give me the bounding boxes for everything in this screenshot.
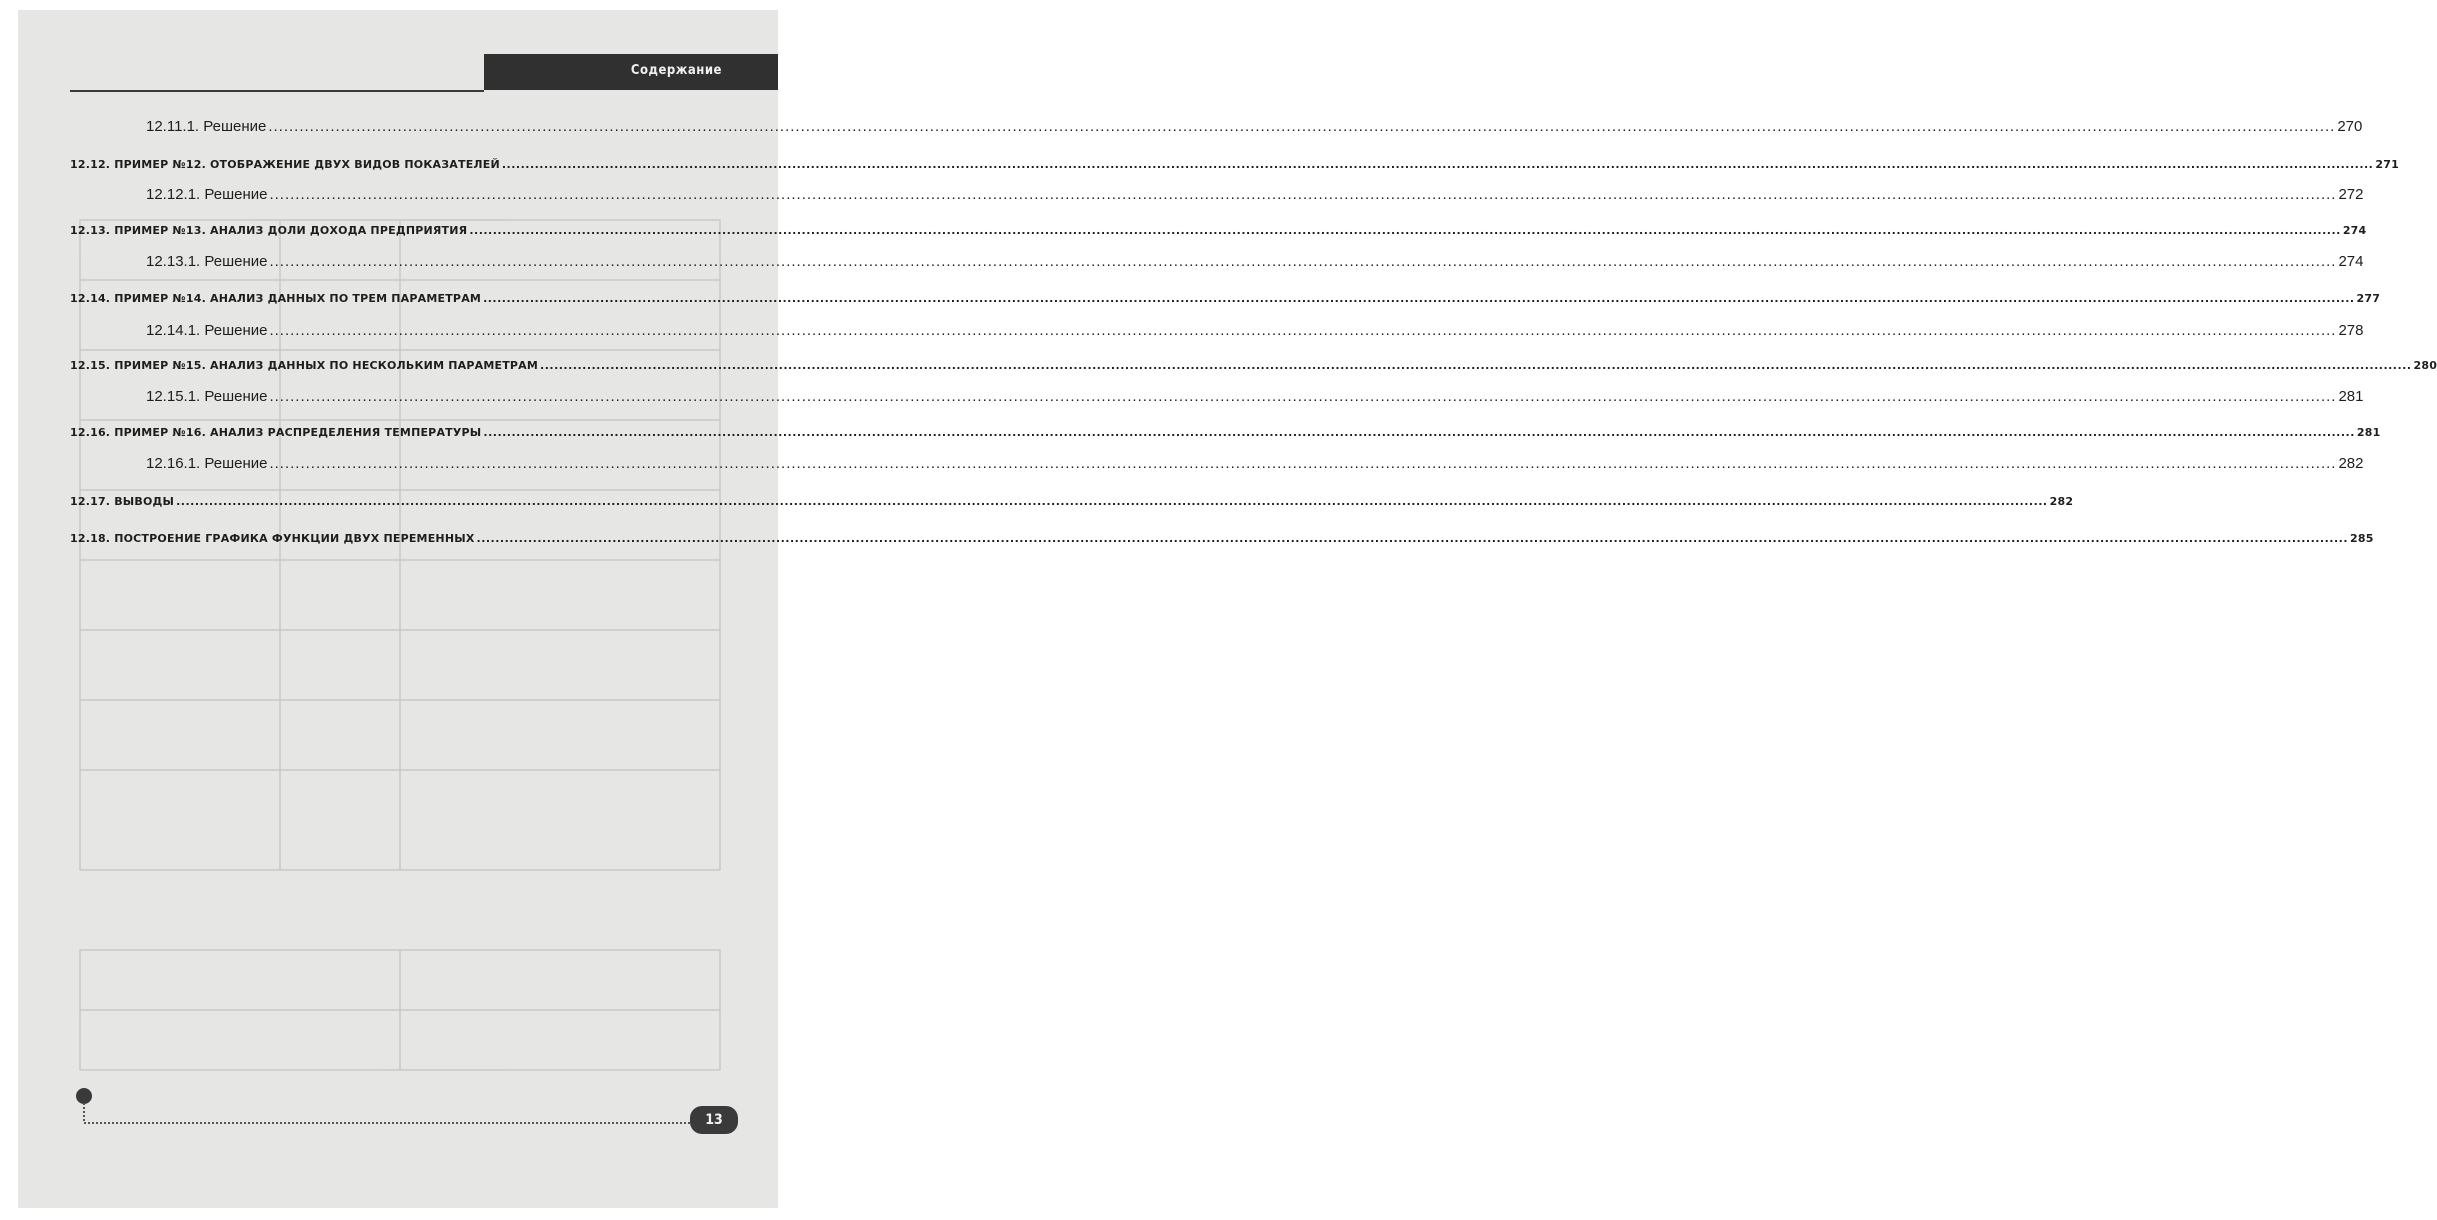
toc-subsection-entry[interactable] <box>146 455 2364 472</box>
toc-leader-dots: ................................................................................................................................................................................................................................................................................................................................................................................................................ <box>269 455 2337 472</box>
book-page <box>18 10 2437 1208</box>
toc-leader-dots: ................................................................................................................................................................................................................................................................................................................................................................................................................ <box>269 253 2337 270</box>
toc-page-number: 274 <box>2342 224 2367 237</box>
running-header-title: Содержание <box>630 63 722 78</box>
toc-section-entry[interactable] <box>70 426 2381 439</box>
bleed-through-table <box>70 210 730 1080</box>
toc-entry-label: 12.14.1. Решение <box>146 322 268 339</box>
toc-page-number: 270 <box>2337 118 2363 135</box>
toc-entry-label: 12.12.1. Решение <box>146 186 268 203</box>
toc-page-number: 271 <box>2375 158 2399 171</box>
toc-entry-label: 12.17. ВЫВОДЫ <box>70 495 175 508</box>
toc-subsection-entry[interactable] <box>146 186 2364 203</box>
toc-subsection-entry[interactable] <box>146 388 2364 405</box>
footer-dotted-rule <box>84 1122 690 1124</box>
toc-subsection-entry[interactable] <box>146 118 2363 135</box>
toc-entry-label: 12.12. ПРИМЕР №12. ОТОБРАЖЕНИЕ ДВУХ ВИДОВ ПОКАЗАТЕЛЕЙ <box>70 158 500 171</box>
toc-page-number: 281 <box>2356 426 2381 439</box>
header-rule <box>70 90 484 92</box>
toc-leader-dots: ................................................................................................................................................................................................................................................................................................................................................................................................................ <box>469 224 2341 237</box>
toc-section-entry[interactable] <box>70 359 2437 372</box>
toc-leader-dots: ................................................................................................................................................................................................................................................................................................................................................................................................................ <box>269 388 2337 405</box>
toc-page-number: 274 <box>2338 253 2364 270</box>
toc-page-number: 281 <box>2338 388 2364 405</box>
header-bar <box>484 54 778 90</box>
toc-page-number: 280 <box>2413 359 2437 372</box>
toc-section-entry[interactable] <box>70 158 2399 171</box>
toc-section-entry[interactable] <box>70 292 2381 305</box>
toc-leader-dots: ................................................................................................................................................................................................................................................................................................................................................................................................................ <box>269 322 2337 339</box>
toc-page-number: 277 <box>2356 292 2381 305</box>
toc-page-number: 282 <box>2049 495 2074 508</box>
footer-connector <box>83 1103 87 1121</box>
toc-page-number: 272 <box>2338 186 2364 203</box>
page-number-badge: 13 <box>690 1106 738 1134</box>
toc-entry-label: 12.18. ПОСТРОЕНИЕ ГРАФИКА ФУНКЦИИ ДВУХ ПЕРЕМЕННЫХ <box>70 532 475 545</box>
toc-leader-dots: ................................................................................................................................................................................................................................................................................................................................................................................................................ <box>483 292 2355 305</box>
toc-leader-dots: ................................................................................................................................................................................................................................................................................................................................................................................................................ <box>269 186 2337 203</box>
toc-page-number: 278 <box>2338 322 2364 339</box>
toc-section-entry[interactable] <box>70 532 2374 545</box>
toc-entry-label: 12.16.1. Решение <box>146 455 268 472</box>
toc-leader-dots: ................................................................................................................................................................................................................................................................................................................................................................................................................ <box>501 158 2374 171</box>
toc-entry-label: 12.13.1. Решение <box>146 253 268 270</box>
toc-section-entry[interactable] <box>70 224 2367 237</box>
toc-entry-label: 12.14. ПРИМЕР №14. АНАЛИЗ ДАННЫХ ПО ТРЕМ ПАРАМЕТРАМ <box>70 292 482 305</box>
toc-entry-label: 12.15. ПРИМЕР №15. АНАЛИЗ ДАННЫХ ПО НЕСКОЛЬКИМ ПАРАМЕТРАМ <box>70 359 539 372</box>
toc-leader-dots: ................................................................................................................................................................................................................................................................................................................................................................................................................ <box>476 532 2348 545</box>
toc-subsection-entry[interactable] <box>146 253 2364 270</box>
footer-bullet <box>76 1088 92 1104</box>
toc-leader-dots: ................................................................................................................................................................................................................................................................................................................................................................................................................ <box>268 118 2336 135</box>
toc-leader-dots: ................................................................................................................................................................................................................................................................................................................................................................................................................ <box>483 426 2355 439</box>
toc-page-number: 282 <box>2338 455 2364 472</box>
toc-section-entry[interactable] <box>70 495 2074 508</box>
toc-leader-dots: ................................................................................................................................................................................................................................................................................................................................................................................................................ <box>540 359 2412 372</box>
toc-entry-label: 12.15.1. Решение <box>146 388 268 405</box>
toc-page-number: 285 <box>2350 532 2374 545</box>
toc-entry-label: 12.11.1. Решение <box>146 118 267 135</box>
toc-leader-dots: ................................................................................................................................................................................................................................................................................................................................................................................................................ <box>176 495 2048 508</box>
toc-subsection-entry[interactable] <box>146 322 2364 339</box>
toc-entry-label: 12.16. ПРИМЕР №16. АНАЛИЗ РАСПРЕДЕЛЕНИЯ ТЕМПЕРАТУРЫ <box>70 426 482 439</box>
toc-entry-label: 12.13. ПРИМЕР №13. АНАЛИЗ ДОЛИ ДОХОДА ПРЕДПРИЯТИЯ <box>70 224 468 237</box>
